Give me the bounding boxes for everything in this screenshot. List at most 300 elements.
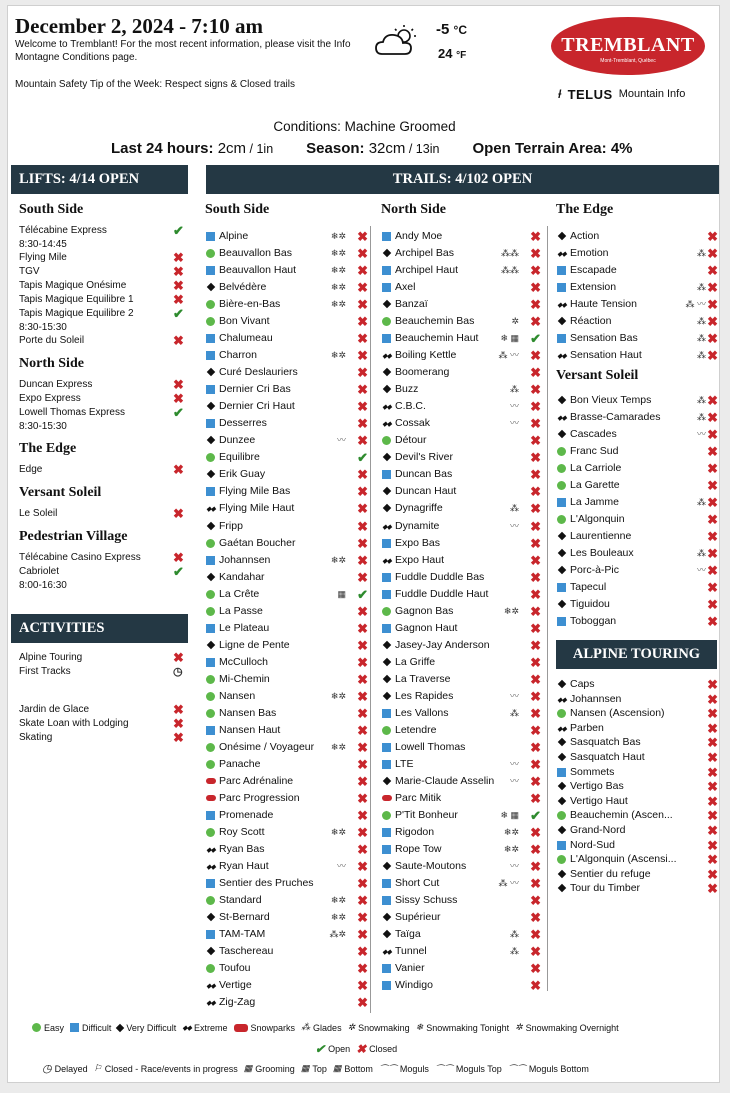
closed-x-icon: ✖ (530, 552, 541, 568)
trail-name: Les Bouleaux (570, 547, 634, 560)
temperature-celsius: -5 °C (436, 21, 467, 38)
trail-row (205, 977, 368, 994)
trail-conditions-icons: ❄✲ (330, 912, 346, 923)
lift-row (19, 507, 189, 521)
very-difficult-diamond-icon (556, 596, 567, 613)
activities-header: ACTIVITIES (11, 614, 188, 643)
legend-top: ▦ Top (300, 1063, 327, 1074)
legend-easy: Easy (32, 1023, 64, 1033)
trail-row (381, 449, 541, 466)
closed-x-icon: ✖ (173, 702, 184, 717)
open-check-icon: ✔ (530, 331, 541, 347)
lift-name: Lowell Thomas Express (19, 407, 125, 418)
lift-row (19, 551, 189, 565)
extreme-double-diamond-icon: ◆◆ (557, 415, 566, 423)
trail-name: Nansen Haut (219, 723, 281, 736)
trail-row (381, 739, 541, 756)
trail-row (205, 705, 368, 722)
trail-conditions-icons: 〰 (509, 401, 519, 412)
closed-x-icon: ✖ (357, 518, 368, 534)
closed-x-icon: ✖ (530, 705, 541, 721)
trail-name: Kandahar (219, 570, 265, 583)
trail-row (381, 977, 541, 994)
closed-x-icon: ✖ (173, 391, 184, 406)
closed-x-icon: ✖ (707, 691, 718, 707)
trail-name: Johannsen (219, 553, 271, 566)
very-difficult-diamond-icon (381, 381, 392, 398)
trail-row (381, 364, 541, 381)
trail-name: L'Algonquin (Ascensi... (570, 853, 677, 866)
trail-row (205, 313, 368, 330)
trail-name: Porc-à-Pic (570, 564, 620, 577)
very-difficult-diamond-icon (556, 880, 567, 897)
closed-x-icon: ✖ (357, 790, 368, 806)
activity-name: Alpine Touring (19, 652, 83, 663)
trail-row (556, 880, 718, 897)
closed-x-icon: ✖ (357, 756, 368, 772)
lift-row (19, 265, 189, 279)
snowpark-icon (205, 790, 216, 807)
trail-name: Sentier des Pruches (219, 877, 314, 890)
trail-name: Curé Deslauriers (219, 366, 298, 379)
closed-x-icon: ✖ (707, 852, 718, 868)
closed-x-icon: ✖ (707, 529, 718, 545)
extreme-double-diamond-icon: ◆◆ (382, 353, 391, 361)
trail-name: Erik Guay (219, 468, 266, 481)
trail-conditions-icons: 〰 (509, 418, 519, 429)
open-check-icon: ✔ (357, 450, 368, 466)
legend-open: ✔ Open (315, 1042, 351, 1056)
extreme-double-diamond-icon: ◆◆ (206, 506, 215, 514)
trail-name: TAM-TAM (219, 928, 266, 941)
trail-row (556, 392, 718, 409)
trail-name: Toufou (219, 962, 251, 975)
trail-name: Jasey-Jay Anderson (395, 638, 490, 651)
trail-name: La Carriole (570, 462, 622, 475)
trail-name: Ryan Bas (219, 843, 265, 856)
trail-row (205, 960, 368, 977)
trail-name: Buzz (395, 383, 419, 396)
legend-moguls-bottom: ⌒⌒ Moguls Bottom (507, 1063, 589, 1074)
closed-x-icon: ✖ (530, 569, 541, 585)
very-difficult-diamond-icon (556, 562, 567, 579)
trail-conditions-icons: ⁂ (697, 282, 706, 293)
trail-name: Réaction (570, 315, 612, 328)
closed-x-icon: ✖ (357, 859, 368, 875)
trail-name: Toboggan (570, 615, 617, 628)
trail-name: Vertigo Bas (570, 780, 624, 793)
very-difficult-diamond-icon (205, 909, 216, 926)
closed-x-icon: ✖ (530, 518, 541, 534)
welcome-text: Welcome to Tremblant! For the most recent information, please visit the Info Montagne Conditions page. (15, 39, 351, 63)
snowpark-icon (205, 773, 216, 790)
trail-row (205, 466, 368, 483)
snow-stats (111, 140, 633, 157)
trail-name: Cascades (570, 428, 617, 441)
trail-row (381, 722, 541, 739)
closed-x-icon: ✖ (707, 597, 718, 613)
conditions-label: Conditions: Machine Groomed (273, 119, 456, 134)
trail-name: Parben (570, 721, 604, 734)
legend-race: ⚐ Closed - Race/events in progress (93, 1063, 238, 1074)
trail-name: Beauvallon Bas (219, 247, 292, 260)
lift-name: TGV (19, 266, 40, 277)
trail-name: Lowell Thomas (395, 740, 466, 753)
trail-name: Sensation Bas (570, 332, 638, 345)
trail-row (381, 705, 541, 722)
closed-x-icon: ✖ (173, 730, 184, 745)
trail-name: Brasse-Camarades (570, 411, 661, 424)
trail-row (556, 409, 718, 426)
trail-name: Onésime / Voyageur (219, 740, 315, 753)
top-icon: ▦ (300, 1063, 310, 1073)
closed-x-icon: ✖ (707, 793, 718, 809)
trail-name: La Traverse (395, 672, 451, 685)
lift-name: Flying Mile (19, 252, 67, 263)
trail-name: Extension (570, 281, 617, 294)
trail-name: Beauvallon Haut (219, 264, 297, 277)
closed-x-icon: ✖ (530, 773, 541, 789)
closed-x-icon: ✖ (530, 229, 541, 244)
very-difficult-diamond-icon (381, 364, 392, 381)
legend-delayed: ◷ Delayed (42, 1063, 88, 1075)
closed-x-icon: ✖ (707, 410, 718, 426)
trail-row (381, 398, 541, 415)
closed-x-icon: ✖ (173, 716, 184, 731)
closed-x-icon: ✖ (530, 842, 541, 858)
difficult-square-icon (556, 613, 567, 632)
lift-hours: 8:30-15:30 (19, 322, 67, 333)
closed-x-icon: ✖ (530, 825, 541, 841)
closed-x-icon: ✖ (357, 484, 368, 500)
legend-snowmaking: ✲ Snowmaking (347, 1022, 410, 1033)
closed-x-icon: ✖ (707, 779, 718, 795)
trail-conditions-icons: ⁂ (697, 395, 706, 405)
trail-conditions-icons: ❄✲ (503, 827, 519, 838)
extreme-double-diamond-icon: ◆◆ (382, 421, 391, 429)
trail-name: Ligne de Pente (219, 638, 290, 651)
closed-x-icon: ✖ (530, 722, 541, 738)
trail-name: Zig-Zag (219, 996, 256, 1009)
lift-row (19, 307, 189, 321)
trail-name: L'Algonquin (570, 513, 625, 526)
closed-x-icon: ✖ (357, 297, 368, 313)
closed-x-icon: ✖ (357, 978, 368, 994)
closed-x-icon: ✖ (530, 859, 541, 875)
very-difficult-diamond-icon (205, 466, 216, 483)
trail-row (205, 994, 368, 1011)
trail-name: Grand-Nord (570, 824, 626, 836)
closed-x-icon: ✖ (357, 535, 368, 551)
column-divider (370, 226, 371, 1013)
trail-row (381, 330, 541, 347)
trail-conditions-icons: ⁂ (697, 316, 706, 327)
legend-closed: ✖ Closed (356, 1042, 398, 1056)
closed-x-icon: ✖ (357, 739, 368, 755)
telus-logo-icon: ᵼ (558, 85, 562, 102)
trail-name: Cossak (395, 417, 431, 430)
very-difficult-diamond-icon (381, 296, 392, 313)
closed-x-icon: ✖ (707, 280, 718, 296)
trail-row (381, 773, 541, 790)
closed-x-icon: ✖ (357, 671, 368, 687)
lift-section-title: The Edge (19, 441, 77, 456)
trail-row (556, 347, 718, 364)
trail-name: Banzaï (395, 298, 428, 311)
trail-row (556, 262, 718, 279)
closed-x-icon: ✖ (530, 365, 541, 381)
trail-name: Sommets (570, 765, 615, 778)
closed-x-icon: ✖ (530, 961, 541, 977)
trail-row (556, 545, 718, 562)
trail-row (381, 569, 541, 586)
trail-row (556, 511, 718, 528)
lift-name: Télécabine Casino Express (19, 552, 141, 563)
closed-x-icon: ✖ (357, 569, 368, 585)
lift-row (19, 463, 189, 477)
trail-name: Equilibre (219, 451, 260, 464)
closed-x-icon: ✖ (357, 229, 368, 244)
trail-conditions-icons: ⁂ (510, 384, 519, 395)
closed-x-icon: ✖ (357, 927, 368, 943)
trail-name: Andy Moe (395, 230, 443, 242)
very-difficult-diamond-icon (205, 432, 216, 449)
trail-name: Axel (395, 281, 416, 294)
trail-name: Beauchemin (Ascen... (570, 809, 673, 822)
trail-name: Tour du Timber (570, 882, 641, 895)
very-difficult-diamond-icon (381, 245, 392, 262)
trail-conditions-icons: ❄✲ (503, 844, 519, 855)
closed-x-icon: ✖ (707, 614, 718, 630)
closed-x-icon: ✖ (357, 416, 368, 432)
close-icon: ✖ (356, 1042, 367, 1056)
lift-name: Tapis Magique Equilibre 1 (19, 294, 134, 305)
closed-x-icon: ✖ (530, 739, 541, 755)
closed-x-icon: ✖ (173, 278, 184, 293)
closed-x-icon: ✖ (530, 280, 541, 296)
lift-row (19, 378, 189, 392)
trail-conditions-icons: 〰 (696, 565, 706, 576)
trail-row (381, 926, 541, 943)
trail-row (381, 603, 541, 620)
open-check-icon: ✔ (173, 223, 184, 238)
very-difficult-diamond-icon (381, 671, 392, 688)
trail-name: Parc Adrénaline (219, 774, 294, 787)
trail-row (205, 688, 368, 705)
trail-row (205, 926, 368, 943)
trail-conditions-icons: ⁂ (510, 707, 519, 718)
very-difficult-diamond-icon (381, 500, 392, 517)
trail-row (556, 562, 718, 579)
trail-row (381, 943, 541, 960)
telus-mountain-info: ᵼ TELUS Mountain Info (558, 85, 686, 102)
trail-row (381, 909, 541, 926)
trail-row (205, 483, 368, 500)
closed-x-icon: ✖ (707, 808, 718, 824)
closed-x-icon: ✖ (707, 246, 718, 262)
closed-x-icon: ✖ (530, 382, 541, 398)
trail-row (205, 620, 368, 637)
lift-name: Tapis Magique Equilibre 2 (19, 308, 134, 319)
trail-conditions-icons: ⁂ 〰 (498, 350, 519, 361)
trail-row (205, 841, 368, 858)
tremblant-logo: TREMBLANT Mont-Tremblant, Québec (551, 17, 705, 75)
lift-row (19, 392, 189, 406)
trail-name: La Passe (219, 604, 263, 617)
closed-x-icon: ✖ (357, 961, 368, 977)
closed-x-icon: ✖ (530, 654, 541, 670)
very-difficult-diamond-icon (556, 545, 567, 562)
trail-row (205, 671, 368, 688)
trail-conditions-icons: ❄ ▦ (500, 333, 519, 344)
trail-row (205, 569, 368, 586)
trail-name: Action (570, 230, 600, 242)
trail-row (205, 432, 368, 449)
trail-row (381, 824, 541, 841)
trail-name: La Griffe (395, 655, 436, 668)
alpine-touring-header: ALPINE TOURING (556, 640, 717, 669)
trail-row (205, 279, 368, 296)
trail-conditions-icons: ⁂ (697, 350, 706, 361)
closed-x-icon: ✖ (357, 637, 368, 653)
trail-name: Expo Bas (395, 536, 440, 549)
closed-x-icon: ✖ (530, 416, 541, 432)
legend-row-3 (42, 1062, 595, 1075)
trail-name: Duncan Bas (395, 468, 453, 481)
open-check-icon: ✔ (173, 405, 184, 420)
closed-x-icon: ✖ (707, 735, 718, 751)
trail-row (205, 262, 368, 279)
trail-name: Dynamite (395, 519, 440, 532)
trail-row (205, 756, 368, 773)
extreme-double-diamond-icon: ◆◆ (206, 864, 215, 872)
trail-row (205, 552, 368, 569)
moguls-top-icon: ⌒⌒ (434, 1064, 453, 1074)
activity-name: Skating (19, 732, 53, 743)
trail-row (556, 245, 718, 262)
trail-name: Standard (219, 894, 262, 907)
trails-header: TRAILS: 4/102 OPEN (206, 165, 719, 194)
closed-x-icon: ✖ (707, 297, 718, 313)
trail-conditions-icons: ⁂ (510, 503, 519, 514)
trail-name: Belvédère (219, 281, 267, 294)
lift-name: Tapis Magique Onésime (19, 280, 127, 291)
closed-x-icon: ✖ (357, 825, 368, 841)
closed-x-icon: ✖ (530, 263, 541, 279)
trail-name: Escapade (570, 264, 617, 277)
trail-name: Archipel Bas (395, 247, 454, 260)
open-check-icon: ✔ (357, 586, 368, 602)
trail-conditions-icons: ⁂ (697, 497, 706, 508)
trail-row (205, 858, 368, 875)
very-difficult-diamond-icon (205, 398, 216, 415)
legend-glades: ⁂ Glades (301, 1022, 342, 1033)
trail-name: Les Vallons (395, 706, 449, 719)
trail-row (205, 654, 368, 671)
trail-row (556, 528, 718, 545)
closed-x-icon: ✖ (357, 603, 368, 619)
trail-row (381, 279, 541, 296)
closed-x-icon: ✖ (530, 433, 541, 449)
closed-x-icon: ✖ (707, 823, 718, 838)
trail-row (205, 535, 368, 552)
trail-conditions-icons: ⁂✲ (329, 929, 346, 940)
trail-name: Fuddle Duddle Bas (395, 570, 485, 583)
very-difficult-diamond-icon (381, 858, 392, 875)
trail-name: Roy Scott (219, 826, 265, 839)
trail-conditions-icons: ⁂ 〰 (498, 878, 519, 889)
lift-row (19, 406, 189, 420)
lift-hours: 8:30-15:30 (19, 421, 67, 432)
trail-row (381, 228, 541, 245)
trail-row (205, 381, 368, 398)
lift-section-title: North Side (19, 356, 84, 371)
safety-tip: Mountain Safety Tip of the Week: Respect signs & Closed trails (15, 79, 295, 90)
trail-name: Archipel Haut (395, 264, 459, 277)
very-difficult-diamond-icon (205, 943, 216, 960)
trail-name: Tapecul (570, 581, 607, 594)
difficult-square-icon (381, 977, 392, 996)
trail-row (381, 313, 541, 330)
trail-name: Boomerang (395, 366, 450, 379)
legend-moguls: ⌒⌒ Moguls (378, 1063, 429, 1074)
closed-x-icon: ✖ (530, 399, 541, 415)
closed-x-icon: ✖ (530, 484, 541, 500)
trail-row (205, 892, 368, 909)
closed-x-icon: ✖ (707, 348, 718, 364)
trail-conditions-icons: ⁂ 〰 (685, 299, 706, 310)
extreme-double-diamond-icon: ◆◆ (557, 696, 566, 704)
closed-x-icon: ✖ (357, 433, 368, 449)
trail-row (205, 228, 368, 245)
trail-name: La Crête (219, 587, 260, 600)
trail-conditions-icons: ❄✲ (330, 895, 346, 906)
trail-row (381, 637, 541, 654)
clock-icon: ◷ (173, 666, 183, 678)
trail-name: Ryan Haut (219, 860, 269, 873)
trail-name: Saute-Moutons (395, 860, 467, 873)
snowpark-icon (381, 790, 392, 807)
trail-name: Tunnel (395, 945, 427, 958)
trail-row (556, 426, 718, 443)
lift-row (19, 279, 189, 293)
legend-extreme: ◆◆ Extreme (182, 1022, 228, 1033)
closed-x-icon: ✖ (707, 706, 718, 722)
trail-conditions-icons: ❄✲ (330, 690, 346, 701)
very-difficult-diamond-icon (381, 637, 392, 654)
closed-x-icon: ✖ (173, 250, 184, 265)
lift-row (19, 224, 189, 238)
trail-row (381, 296, 541, 313)
glades-icon: ⁂ (301, 1022, 311, 1032)
trail-conditions-icons: ⁂ (510, 946, 519, 957)
trail-row (205, 824, 368, 841)
closed-x-icon: ✖ (530, 314, 541, 330)
closed-x-icon: ✖ (357, 705, 368, 721)
trail-conditions-icons: ❄✲ (330, 827, 346, 838)
trail-name: Vanier (395, 962, 425, 975)
closed-x-icon: ✖ (707, 546, 718, 562)
trail-name: Devil's River (395, 451, 454, 464)
trail-name: Sasquatch Bas (570, 736, 641, 749)
trail-name: Flying Mile Haut (219, 502, 295, 515)
legend-snowmaking-tonight: ❄ Snowmaking Tonight (415, 1022, 510, 1033)
trail-name: Le Plateau (219, 621, 270, 634)
closed-x-icon: ✖ (707, 478, 718, 494)
lift-row (19, 251, 189, 265)
trail-name: Gaétan Boucher (219, 536, 296, 549)
snowmaking-icon: ✲ (347, 1022, 356, 1032)
